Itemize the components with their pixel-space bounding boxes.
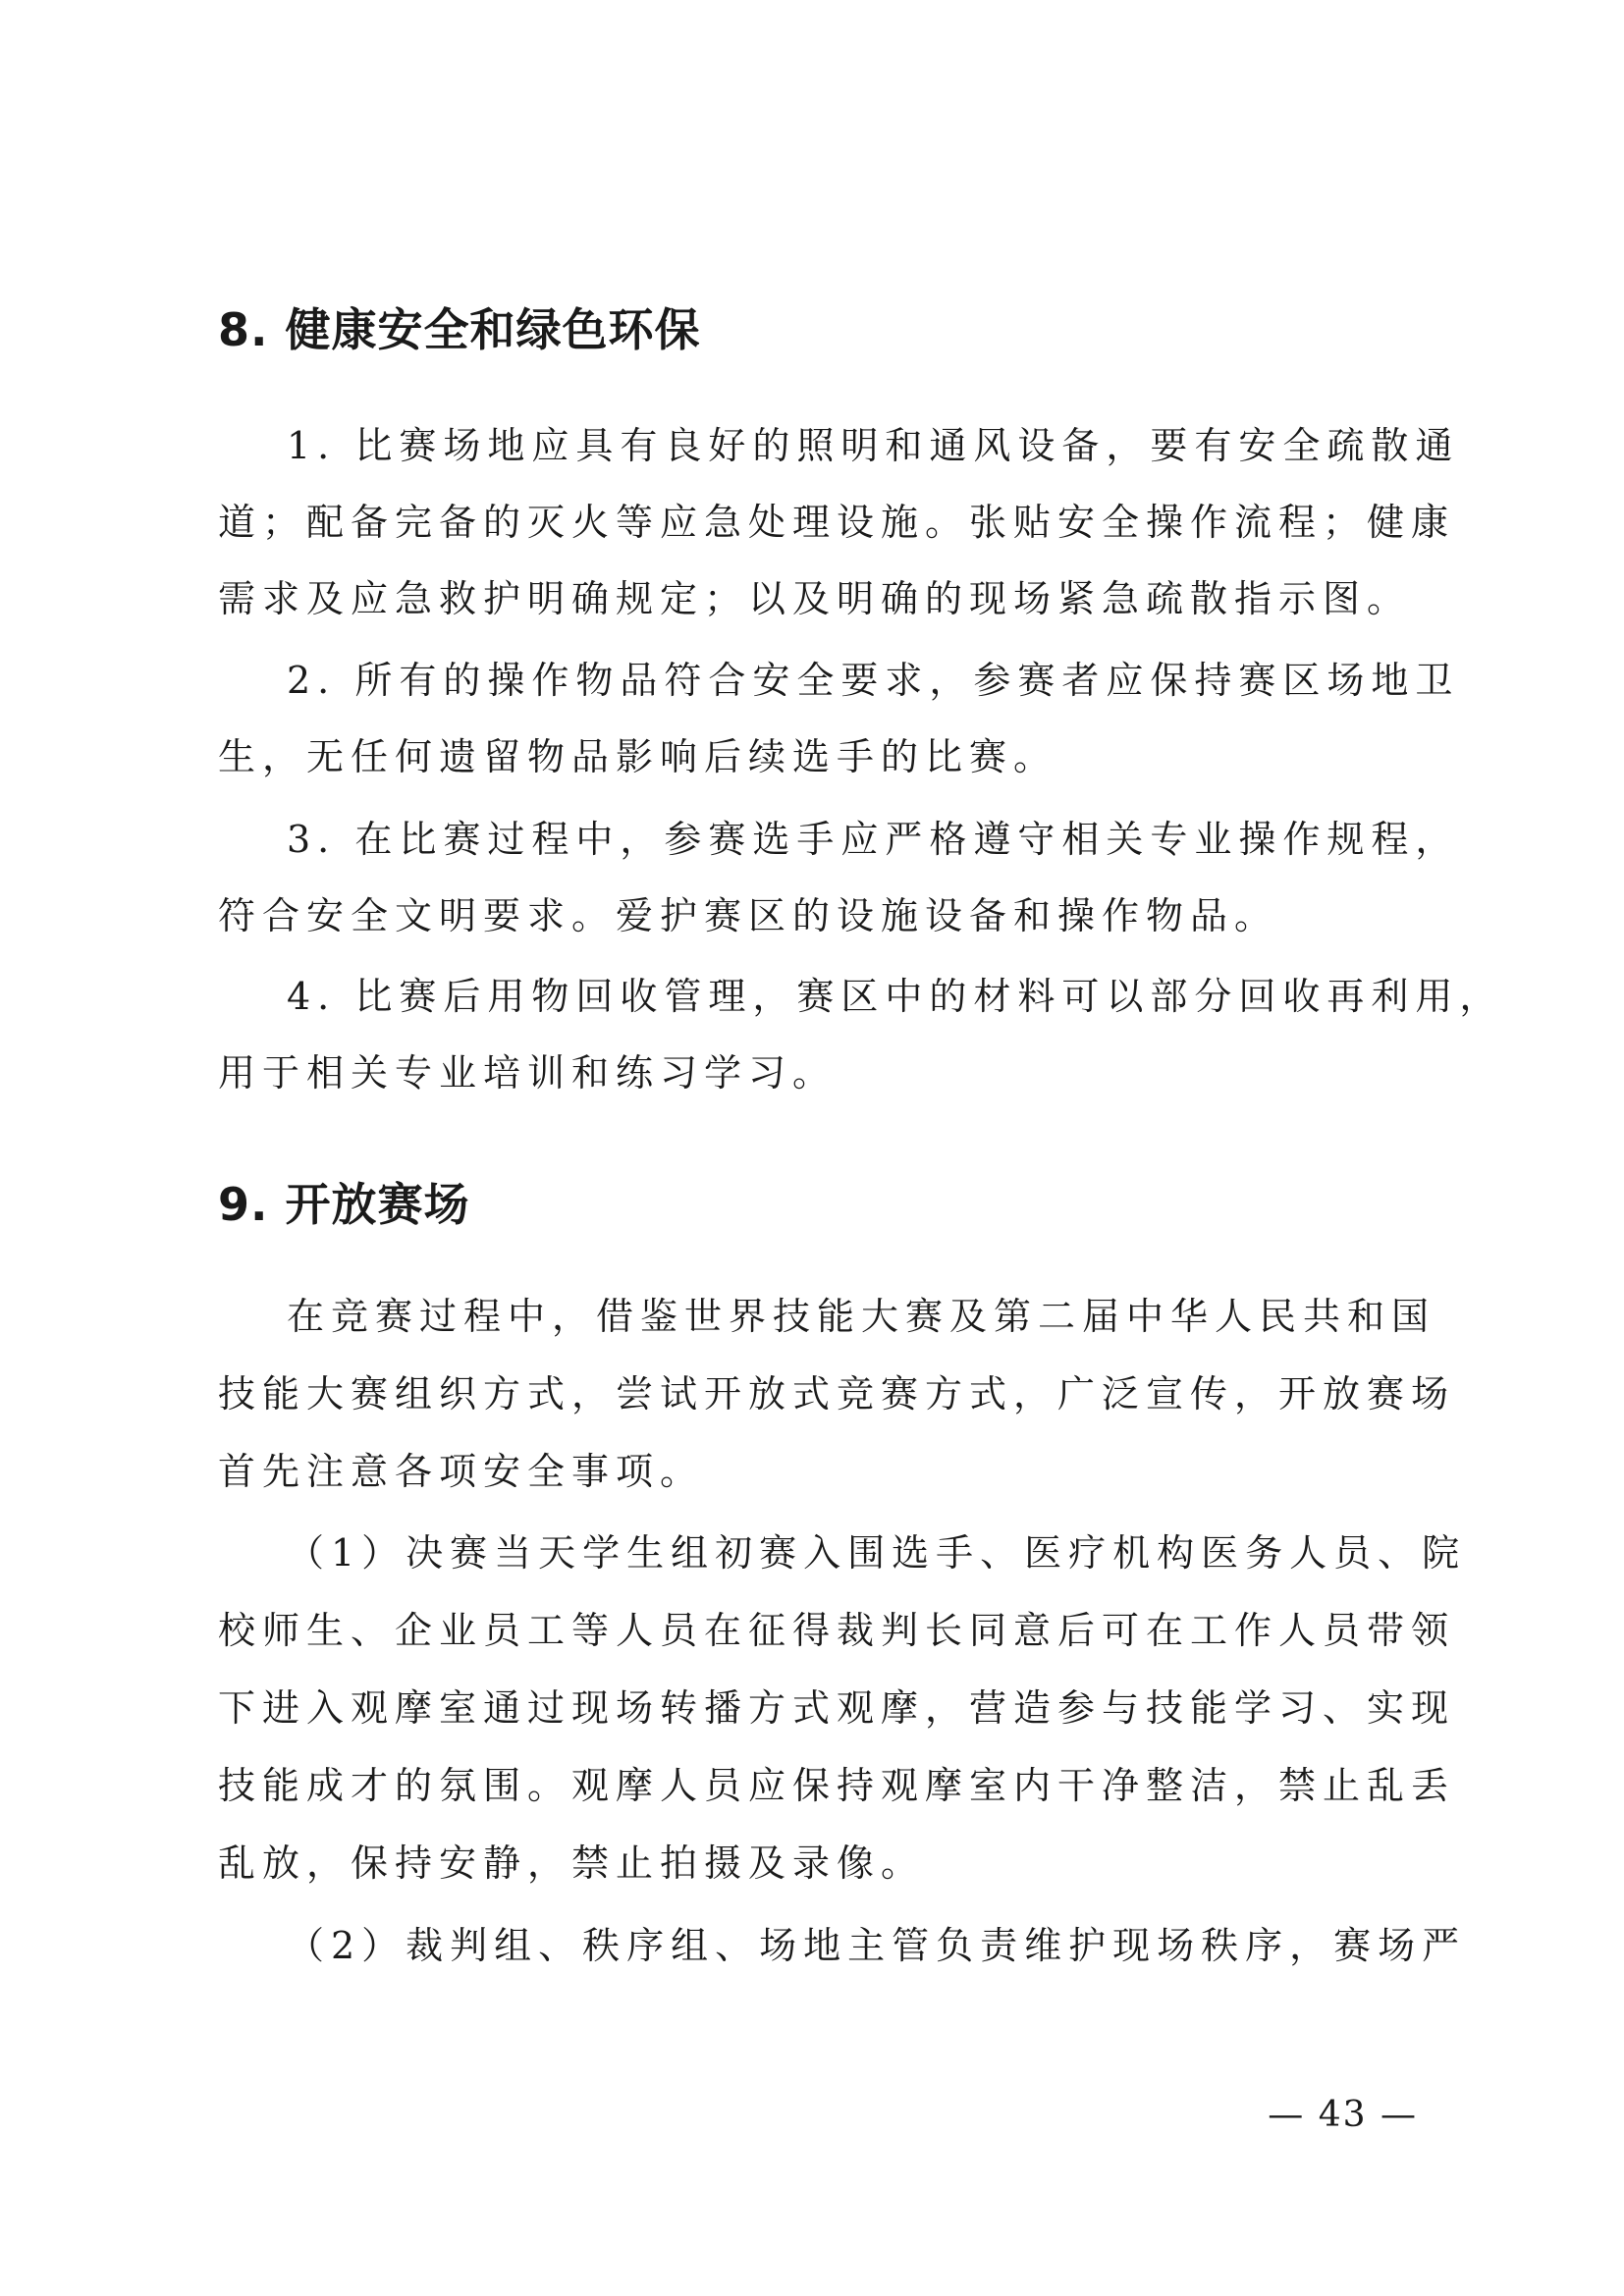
paragraph-line: 3. 在比赛过程中，参赛选手应严格遵守相关专业操作规程，	[287, 818, 1460, 861]
paragraph-line: （1）决赛当天学生组初赛入围选手、医疗机构医务人员、院	[287, 1531, 1467, 1575]
paragraph-line: 在竞赛过程中，借鉴世界技能大赛及第二届中华人民共和国	[287, 1295, 1436, 1338]
paragraph-line: 下进入观摩室通过现场转播方式观摩，营造参与技能学习、实现	[218, 1686, 1456, 1730]
paragraph-line: 符合安全文明要求。爱护赛区的设施设备和操作物品。	[218, 894, 1279, 937]
paragraph-line: 技能大赛组织方式，尝试开放式竞赛方式，广泛宣传，开放赛场	[218, 1372, 1456, 1415]
paragraph-line: （2）裁判组、秩序组、场地主管负责维护现场秩序，赛场严	[287, 1924, 1467, 1967]
paragraph-line: 用于相关专业培训和练习学习。	[218, 1051, 838, 1095]
paragraph-line: 生，无任何遗留物品影响后续选手的比赛。	[218, 735, 1058, 778]
paragraph-line: 道；配备完备的灭火等应急处理设施。张贴安全操作流程；健康	[218, 501, 1456, 544]
page-number: — 43 —	[1268, 2095, 1418, 2135]
paragraph-line: 需求及应急救护明确规定；以及明确的现场紧急疏散指示图。	[218, 577, 1412, 620]
section-heading-9: 9. 开放赛场	[218, 1178, 470, 1231]
paragraph-line: 校师生、企业员工等人员在征得裁判长同意后可在工作人员带领	[218, 1609, 1456, 1652]
paragraph-line: 技能成才的氛围。观摩人员应保持观摩室内干净整洁，禁止乱丢	[218, 1764, 1456, 1807]
paragraph-line: 4. 比赛后用物回收管理，赛区中的材料可以部分回收再利用，	[287, 975, 1504, 1018]
section-heading-8: 8. 健康安全和绿色环保	[218, 303, 701, 356]
paragraph-line: 首先注意各项安全事项。	[218, 1450, 705, 1493]
paragraph-line: 2. 所有的操作物品符合安全要求，参赛者应保持赛区场地卫	[287, 659, 1460, 702]
paragraph-line: 乱放，保持安静，禁止拍摄及录像。	[218, 1842, 926, 1885]
paragraph-line: 1. 比赛场地应具有良好的照明和通风设备，要有安全疏散通	[287, 424, 1460, 467]
